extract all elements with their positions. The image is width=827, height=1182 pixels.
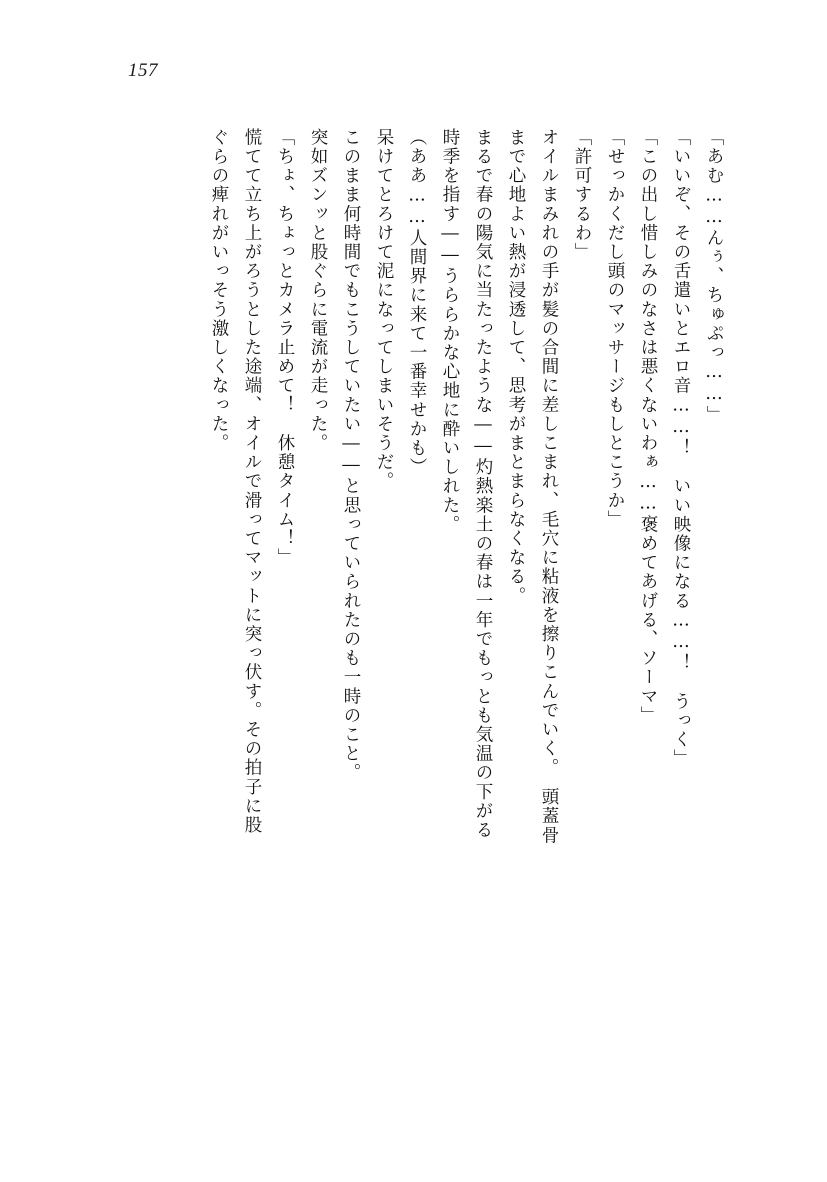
text-column: 「許可するわ」 (572, 128, 592, 262)
text-column: ぐらの痺れがいっそう激しくなった。 (209, 128, 229, 453)
text-column: 「せっかくだし頭のマッサージもしとこうか」 (605, 128, 625, 530)
text-column: 「この出し惜しみのなさは悪くないわぁ……褒めてあげる、ソーマ」 (638, 128, 658, 726)
text-column: 「いいぞ、その舌遣いとエロ音……！ いい映像になる……！ うっく」 (671, 128, 691, 769)
text-column: 「ちょ、ちょっとカメラ止めて！ 休憩タイム！」 (275, 128, 295, 568)
text-column: まで心地よい熱が浸透して、思考がまとまらなくなる。 (506, 128, 526, 606)
vertical-text-block (96, 128, 722, 1088)
text-column: 呆けてとろけて泥になってしまいそうだ。 (374, 128, 394, 491)
text-column: 突如ズンッと股ぐらに電流が走った。 (308, 128, 328, 453)
text-column: このまま何時間でもこうしていたい――と思っていられたのも一時のこと。 (341, 128, 361, 783)
text-column: 時季を指す――うららかな心地に酔いしれた。 (440, 128, 460, 535)
text-column: 慌てて立ち上がろうとした途端、オイルで滑ってマットに突っ伏す。その拍子に股 (242, 128, 262, 835)
text-column: （ああ……人間界に来て一番幸せかも） (407, 128, 427, 477)
page-number: 157 (128, 60, 158, 81)
text-column: オイルまみれの手が髪の合間に差しこまれ、毛穴に粘液を擦りこんでいく。 頭蓋骨 (539, 128, 559, 846)
text-column: 「あむ……んぅ、ちゅぷっ……」 (704, 128, 724, 425)
text-column: まるで春の陽気に当たったような――灼熱楽土の春は一年でもっとも気温の下がる (473, 128, 493, 840)
